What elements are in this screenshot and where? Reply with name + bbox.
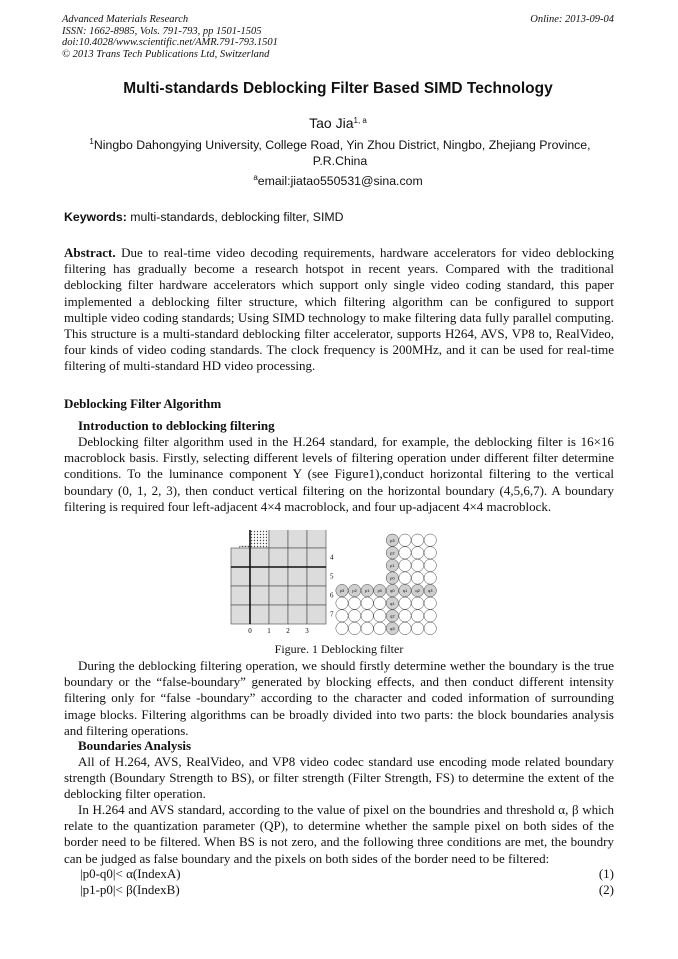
equation-1 (80, 866, 614, 882)
row-label: 6 (330, 591, 334, 600)
pixel-circle (374, 597, 386, 609)
pixel-circle (374, 622, 386, 634)
pixel-circle (336, 622, 348, 634)
pixel-circle (361, 622, 373, 634)
column-label: 1 (267, 627, 271, 635)
upper-neighbour-cell (288, 530, 307, 548)
email-line (62, 174, 614, 188)
pixel-circle (411, 534, 423, 546)
horizontal-pixel-label: p3 (339, 588, 345, 594)
paragraph-boundary-judgement: During the deblocking filtering operation, we should firstly determine wether the boundary is the true boundary or the “false-boundary” generated by blocking effects, and then conduct different intensity filtering only for “false -boundary” according to the character and coded information of surrounding image blocks. Filtering algorithms can be broadly divided into two parts: the block boundaries analysis and filtering operations. (64, 658, 614, 738)
pixel-circle (361, 610, 373, 622)
section-heading: Deblocking Filter Algorithm (64, 396, 222, 411)
macroblock-cell (269, 605, 288, 624)
column-label: 3 (305, 627, 309, 635)
paragraph-intro: Deblocking filter algorithm used in the H.264 standard, for example, the deblocking filter is 16×16 macroblock basis. Firstly, selecting different levels of filtering operation under different filter determine conditions. To the luminance component Y (see Figure1),conduct horizontal filtering to the vertical boundary (0, 1, 2, 3), then conduct vertical filtering on the horizontal boundary (4,5,6,7). A boundary filtering is required four left-adjacent 4×4 macroblock, and four up-adjacent 4×4 macroblock. (64, 434, 614, 514)
email-superscript: a (253, 173, 258, 182)
pixel-circle (336, 597, 348, 609)
abstract-text: Due to real-time video decoding requirements, hardware accelerators for video deblocking filtering has gradually become a research hotspot in recent years. Compared with the traditional deblocking filter hardware accelerators which support only single video coding standard, this paper implemented a deblocking filter structure, which filtering algorithm can be configured to support multiple video coding standards; Using SIMD technology to make filtering data fully parallel computing. This structure is a multi-standard deblocking filter accelerator, supports H264, AVS, VP8 to, RealVideo, four kinds of video coding standards. The clock frequency is 200MHz, and it can be used for real-time filtering of multi-standard HD video processing. (64, 245, 614, 374)
email-address: email:jiatao550531@sina.com (257, 174, 423, 188)
author-name: Tao Jia (309, 115, 354, 131)
figure-caption: Figure. 1 Deblocking filter (274, 642, 404, 656)
row-label: 5 (330, 572, 334, 581)
vertical-pixel-label: q2 (390, 613, 395, 619)
pixel-diagram (336, 534, 437, 635)
vertical-pixel-label: p2 (390, 550, 395, 556)
copyright-line: © 2013 Trans Tech Publications Ltd, Switzerland (62, 48, 270, 60)
equation-2-number: (2) (598, 882, 614, 897)
pixel-circle (424, 622, 436, 634)
macroblock-cell (307, 605, 326, 624)
macroblock-cell (288, 548, 307, 567)
deblocking-filter-figure (226, 530, 456, 642)
pixel-circle (424, 610, 436, 622)
horizontal-pixel-label: p0 (377, 588, 383, 594)
equation-1-number: (1) (598, 866, 614, 881)
author-line (62, 115, 614, 131)
vertical-pixel-label: q1 (390, 600, 395, 606)
vertical-pixel-label: p1 (390, 563, 395, 568)
pixel-circle (424, 547, 436, 559)
upper-neighbour-cell (250, 530, 269, 548)
macroblock-grid (231, 530, 334, 635)
pixel-circle (374, 610, 386, 622)
vertical-pixel-label: p0 (390, 575, 395, 581)
pixel-circle (399, 559, 411, 571)
affiliation-line-2: P.R.China (312, 154, 368, 168)
upper-neighbour-cell (269, 530, 288, 548)
equation-1-expression: |p0-q0|< α(IndexA) (80, 866, 181, 881)
pixel-circle (348, 622, 360, 634)
horizontal-pixel-label: p2 (352, 588, 357, 594)
row-label: 4 (330, 553, 334, 562)
abstract (64, 245, 614, 375)
abstract-label: Abstract. (64, 245, 116, 260)
macroblock-cell (288, 586, 307, 605)
macroblock-cell (269, 567, 288, 586)
paragraph-threshold: In H.264 and AVS standard, according to the value of pixel on the boundries and threshold α, β which relate to the quantization parameter (QP), to determine whether the sample pixel on both sides of the border need to be filtered. When BS is not zero, and the following three conditions are met, the boundry can be judged as false boundary and the pixels on both sides of the border need to be filtered: (64, 802, 614, 866)
pixel-circle (399, 597, 411, 609)
pixel-circle (411, 622, 423, 634)
doi-line: doi:10.4028/www.scientific.net/AMR.791-793.1501 (62, 37, 278, 48)
pixel-circle (399, 622, 411, 634)
pixel-circle (399, 547, 411, 559)
pixel-circle (411, 559, 423, 571)
pixel-circle (399, 534, 411, 546)
horizontal-pixel-label: q0 (390, 588, 395, 594)
column-label: 0 (248, 627, 252, 635)
subsection-heading-intro: Introduction to deblocking filtering (78, 418, 275, 433)
issn-line: ISSN: 1662-8985, Vols. 791-793, pp 1501-1505 (62, 25, 262, 37)
macroblock-cell (269, 586, 288, 605)
macroblock-cell (307, 586, 326, 605)
column-label: 2 (286, 627, 290, 635)
pixel-circle (411, 610, 423, 622)
pixel-circle (411, 572, 423, 584)
keywords-text: multi-standards, deblocking filter, SIMD (126, 210, 344, 224)
pixel-circle (424, 572, 436, 584)
macroblock-cell (307, 567, 326, 586)
pixel-circle (424, 597, 436, 609)
running-header (62, 14, 614, 60)
vertical-pixel-label: q3 (390, 626, 395, 631)
pixel-circle (411, 597, 423, 609)
horizontal-pixel-label: q1 (402, 588, 408, 594)
keywords (64, 210, 616, 224)
equation-2 (80, 882, 614, 898)
macroblock-cell (250, 605, 269, 624)
macroblock-cell (269, 548, 288, 567)
pixel-circle (399, 572, 411, 584)
pixel-circle (399, 610, 411, 622)
pixel-circle (336, 610, 348, 622)
macroblock-cell (231, 567, 250, 586)
macroblock-cell (231, 605, 250, 624)
horizontal-pixel-label: q3 (427, 588, 433, 594)
macroblock-cell (288, 605, 307, 624)
keywords-label: Keywords: (64, 210, 127, 224)
affiliation (82, 137, 598, 169)
macroblock-cell (250, 548, 269, 567)
author-superscript: 1, a (353, 116, 367, 125)
subsection-heading-boundaries: Boundaries Analysis (78, 738, 192, 753)
macroblock-cell (307, 548, 326, 567)
row-label: 7 (330, 610, 334, 619)
upper-neighbour-cell (307, 530, 326, 548)
horizontal-pixel-label: q2 (415, 588, 420, 594)
macroblock-cell (231, 586, 250, 605)
journal-name: Advanced Materials Research (62, 14, 189, 25)
pixel-circle (424, 534, 436, 546)
vertical-pixel-label: p3 (390, 537, 395, 543)
paragraph-boundary-strength: All of H.264, AVS, RealVideo, and VP8 video codec standard use encoding mode related boundary strength (Boundary Strength to BS), or filter strength (Filter Strength, FS) to determine the extent of the deblocking filter operation. (64, 754, 614, 802)
online-date: Online: 2013-09-04 (530, 14, 614, 25)
pixel-circle (361, 597, 373, 609)
pixel-circle (424, 559, 436, 571)
affiliation-line-1: Ningbo Dahongying University, College Road, Yin Zhou District, Ningbo, Zhejiang Province, (93, 138, 591, 152)
macroblock-cell (250, 586, 269, 605)
horizontal-pixel-label: p1 (364, 588, 370, 594)
macroblock-cell (250, 567, 269, 586)
pixel-circle (411, 547, 423, 559)
equation-2-expression: |p1-p0|< β(IndexB) (80, 882, 180, 897)
affiliation-superscript: 1 (89, 137, 94, 146)
pixel-circle (348, 597, 360, 609)
paper-title: Multi-standards Deblocking Filter Based SIMD Technology (123, 80, 553, 97)
macroblock-cell (288, 567, 307, 586)
macroblock-cell (231, 548, 250, 567)
pixel-circle (348, 610, 360, 622)
